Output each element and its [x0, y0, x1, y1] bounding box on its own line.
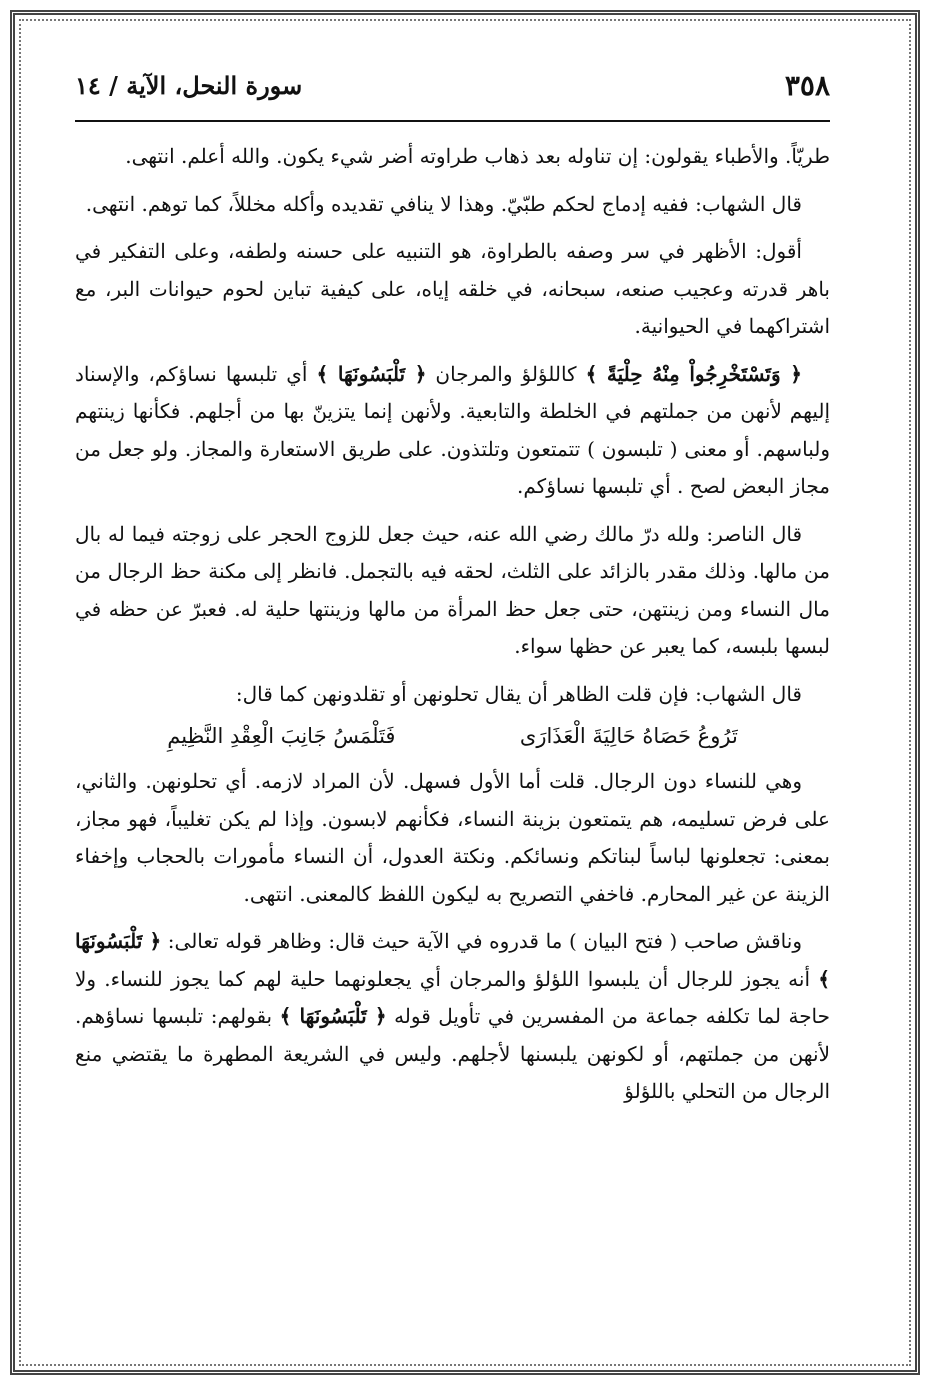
quran-quote: ﴿ تَلْبَسُونَهَا ﴾: [75, 929, 830, 991]
paragraph-text: أي تلبسها نساؤكم، والإسناد إليهم لأنهن من جملتهم في الخلطة والتابعية. ولأنهن إنما يتزينّ بها من أجلهم. فكأنها زينتهم ولباسهم. أو معنى ( تلبسون ) تتمتعون وتلتذون. على طريق الاستعارة والمجاز. ولو جعل من مجاز البعض لصح . أي تلبسها نساؤكم.: [75, 361, 830, 498]
paragraph-text: كاللؤلؤ والمرجان: [426, 361, 586, 386]
running-title: سورة النحل، الآية / ١٤: [75, 70, 303, 100]
paragraph-text: أنه يجوز للرجال أن يلبسوا اللؤلؤ والمرجان أي يجعلونهما حلية لهم كما يجوز للنساء. ولا حاجة لما تكلفه جماعة من المفسرين في تأويل قوله: [75, 966, 830, 1028]
page-header: [75, 64, 830, 106]
paragraph-1: طريّاً. والأطباء يقولون: إن تناوله بعد ذهاب طراوته أضر شيء يكون. والله أعلم. انتهى.: [125, 144, 830, 168]
paragraph-text: وناقش صاحب ( فتح البيان ) ما قدروه في الآية حيث قال: وظاهر قوله تعالى:: [161, 929, 802, 953]
paragraph-7: وهي للنساء دون الرجال. قلت أما الأول فسهل. لأن المراد لازمه. أي تحلونهن. والثاني، على فرض تسليمه، هم يتمتعون بزينة النساء، فكأنهم لابسون. وإذا لم يكن تغليباً، فهو مجاز، بمعنى: تجعلونها لباساً لبناتكم ونسائكم. ونكتة العدول، أن النساء مأمورات بالحجاب وإخفاء الزينة عن غير المحارم. فاخفي التصريح به ليكون اللفظ كالمعنى. انتهى.: [75, 769, 830, 906]
paragraph-5: قال الناصر: ولله درّ مالك رضي الله عنه، حيث جعل للزوج الحجر على زوجته فيما له بال من مالها. وذلك مقدر بالزائد على الثلث، لحقه فيه بالتجمل. فانظر إلى مكنة حظ الرجال من مال النساء ومن زينتهن، حتى جعل حظ المرأة من مالها وزينتها حلية له. فعبرّ عن حظه في لبسها بلبسه، كما يعبر عن حظها سواء.: [75, 521, 830, 658]
quran-quote: ﴿ تَلْبَسُونَهَا ﴾: [279, 1004, 387, 1028]
paragraph-text: بقولهم: تلبسها نساؤهم. لأنهن من جملتهم، أو لكونهن يلبسنها لأجلهم. وليس في الشريعة المطهرة ما يقتضي منع الرجال من التحلي باللؤلؤ: [75, 1004, 830, 1103]
paragraph-4: [75, 356, 830, 506]
paragraph-3: أقول: الأظهر في سر وصفه بالطراوة، هو التنبيه على حسنه ولطفه، وعلى التفكير في باهر قدرته وعجيب صنعه، سبحانه، في خلقه إياه، على كيفية تباين لحوم حيوانات البر، مع اشتراكهما في الحيوانية.: [75, 239, 830, 338]
quran-quote: ﴿ وَتَسْتَخْرِجُواْ مِنْهُ حِلْيَةً ﴾: [585, 361, 802, 386]
paragraph-8: [75, 923, 830, 1111]
poetry-verse: [105, 715, 800, 757]
page-body: [75, 138, 830, 1338]
verse-hemistich-1: تَرُوعُ حَصَاهُ حَالِيَةَ الْعَذَارَى: [519, 724, 738, 748]
page-number: ٣٥٨: [784, 68, 830, 102]
header-rule: [75, 120, 830, 122]
quran-quote: ﴿ تَلْبَسُونَهَا ﴾: [316, 361, 427, 386]
verse-hemistich-2: فَتَلْمَسُ جَانِبَ الْعِقْدِ النَّظِيمِ: [167, 724, 396, 748]
paragraph-6: قال الشهاب: فإن قلت الظاهر أن يقال تحلونهن أو تقلدونهن كما قال:: [235, 681, 802, 706]
paragraph-2: قال الشهاب: ففيه إدماج لحكم طبّيّ. وهذا لا ينافي تقديده وأكله مخللاً، كما توهم. انتهى.: [85, 191, 802, 216]
